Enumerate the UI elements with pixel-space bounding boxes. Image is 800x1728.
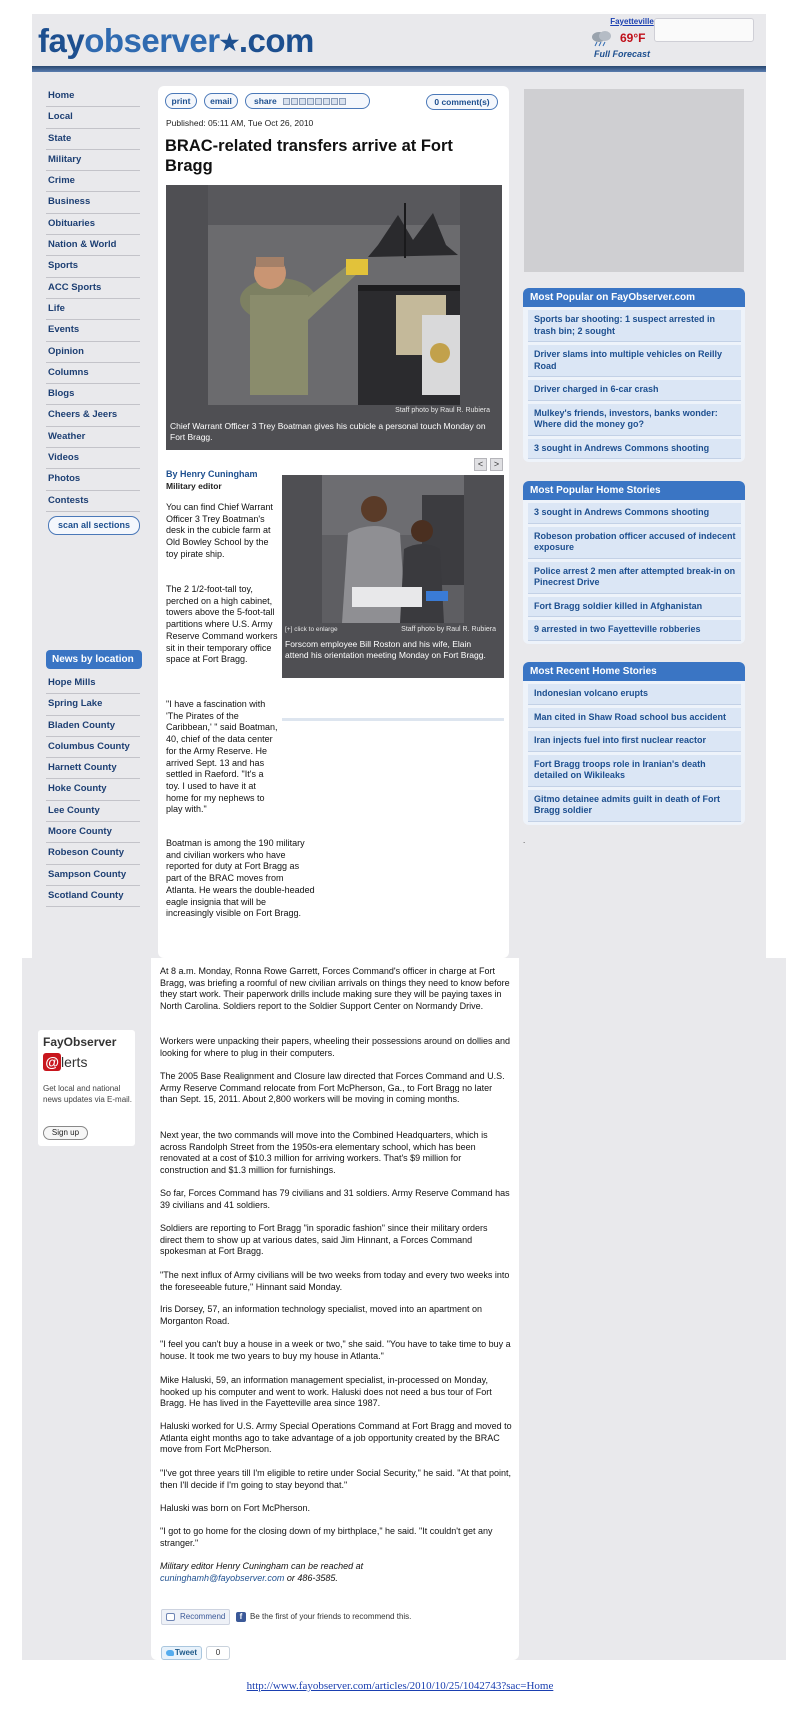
nav-item-weather[interactable]: Weather (46, 427, 140, 448)
author-contact (160, 1561, 512, 1584)
share-service-icon[interactable] (307, 98, 314, 105)
article-paragraph: Boatman is among the 190 military and civilian workers who have reported for duty at Fort Bragg as part of the BRAC moves from Atlanta. He wears the double-headed eagle insignia that will be increasingly visible on Fort Bragg. (166, 838, 315, 919)
second-photo[interactable] (282, 475, 504, 678)
home-story-link[interactable]: Robeson probation officer accused of indecent exposure (528, 527, 741, 559)
comments-button[interactable]: 0 comment(s) (426, 94, 498, 110)
nav-item-sports[interactable]: Sports (46, 256, 140, 277)
article-paragraph: You can find Chief Warrant Officer 3 Trey Boatman's desk in the cubicle farm at Old Bowley School by the toy pirate ship. (166, 502, 273, 559)
alerts-logo-word: lerts (61, 1054, 88, 1070)
tweet-button[interactable] (161, 1646, 202, 1660)
nav-item-opinion[interactable]: Opinion (46, 342, 140, 363)
full-forecast-link[interactable]: Full Forecast (593, 49, 650, 59)
gallery-next-button[interactable]: > (490, 458, 503, 471)
share-service-icon[interactable] (283, 98, 290, 105)
email-alerts-widget (38, 1030, 135, 1146)
twitter-bird-icon (166, 1650, 174, 1656)
popular-story-link[interactable]: 3 sought in Andrews Commons shooting (528, 439, 741, 460)
alerts-title: FayObserver (43, 1035, 117, 1049)
click-to-enlarge-link[interactable]: [+] click to enlarge (285, 626, 338, 633)
at-sign-icon: @ (43, 1053, 61, 1071)
nav-item-business[interactable]: Business (46, 192, 140, 213)
nav-item-photos[interactable]: Photos (46, 469, 140, 490)
share-service-icon[interactable] (299, 98, 306, 105)
most-popular-box (523, 288, 745, 462)
recent-home-box (523, 662, 745, 825)
home-story-link[interactable]: 3 sought in Andrews Commons shooting (528, 503, 741, 524)
article-paragraph: Next year, the two commands will move into the Combined Headquarters, which is across Randolph Street from the 1950s-era elementary school, which has been renovated at a cost of $10.3 million for arriving workers. That's $9 million for construction and $1.3 million for furnishings. (160, 1130, 488, 1176)
scan-all-sections-button[interactable]: scan all sections (48, 516, 140, 535)
site-logo[interactable]: fayobserver★.com (38, 22, 314, 59)
article-paragraph: Iris Dorsey, 57, an information technology specialist, moved into an apartment on Morganton Road. (160, 1304, 483, 1326)
nav-item-contests[interactable]: Contests (46, 491, 140, 512)
article-paragraph: "I feel you can't buy a house in a week or two," she said. "You have to take time to buy a house. It took me two years to buy my house in Atlanta." (160, 1339, 511, 1361)
photo-caption: Chief Warrant Officer 3 Trey Boatman gives his cubicle a personal touch Monday on Fort Bragg. (170, 421, 486, 442)
nav-item-acc-sports[interactable]: ACC Sports (46, 278, 140, 299)
weather-temperature: 69°F (620, 31, 646, 45)
weather-city-link[interactable]: Fayetteville (610, 17, 654, 26)
nav-item-local[interactable]: Local (46, 107, 140, 128)
location-item[interactable]: Bladen County (46, 716, 140, 737)
article-paragraph: "I got to go home for the closing down of my birthplace," he said. "It couldn't get any stranger." (160, 1526, 493, 1548)
share-service-icons (283, 94, 347, 108)
nav-item-military[interactable]: Military (46, 150, 140, 171)
advertisement-slot[interactable] (524, 89, 744, 272)
nav-item-columns[interactable]: Columns (46, 363, 140, 384)
nav-item-events[interactable]: Events (46, 320, 140, 341)
nav-item-nation-world[interactable]: Nation & World (46, 235, 140, 256)
share-button[interactable] (245, 93, 370, 109)
nav-item-blogs[interactable]: Blogs (46, 384, 140, 405)
article-paragraph: "The next influx of Army civilians will be two weeks from today and every two weeks into the foreseeable future," Hinnant said Monday. (160, 1270, 510, 1292)
photo-credit: Staff photo by Raul R. Rubiera (401, 626, 496, 633)
share-service-icon[interactable] (331, 98, 338, 105)
location-item[interactable]: Moore County (46, 822, 140, 843)
photo-divider (282, 718, 504, 721)
main-photo[interactable] (166, 185, 502, 450)
section-nav (46, 86, 140, 512)
share-service-icon[interactable] (315, 98, 322, 105)
home-story-link[interactable]: 9 arrested in two Fayetteville robberies (528, 620, 741, 641)
author-email-link[interactable]: cuninghamh@fayobserver.com (160, 1572, 285, 1583)
gallery-nav (474, 458, 504, 472)
email-button[interactable]: email (204, 93, 238, 109)
recommend-label: Recommend (180, 1612, 226, 1621)
facebook-recommend-text: Be the first of your friends to recommend this. (250, 1612, 412, 1621)
nav-item-state[interactable]: State (46, 129, 140, 150)
article-paragraph: The 2005 Base Realignment and Closure law directed that Forces Command and U.S. Army Reserve Command relocate from Fort McPherson, Ga., to Fort Bragg no later than Sept. 15, 2011. About 2,800 workers will be moving in coming months. (160, 1071, 505, 1105)
author-contact-prefix: Military editor Henry Cuningham can be reached at (160, 1561, 364, 1571)
recent-story-link[interactable]: Iran injects fuel into first nuclear reactor (528, 731, 741, 752)
location-item[interactable]: Scotland County (46, 886, 140, 907)
recent-home-heading: Most Recent Home Stories (523, 662, 745, 681)
article-paragraph: "I've got three years till I'm eligible to retire under Social Security," he said. "At that point, then I'll decide if I'm going to stay beyond that." (160, 1468, 512, 1490)
location-item[interactable]: Hoke County (46, 779, 140, 800)
thumbs-up-icon (166, 1613, 175, 1621)
article-paragraph: Haluski worked for U.S. Army Special Operations Command at Fort Bragg and moved to Atlanta eight months ago to take advantage of a job opportunity created by the BRAC move from Fort McPherson. (160, 1421, 512, 1455)
article-paragraph: Workers were unpacking their papers, wheeling their possessions around on dollies and looking for where to plug in their computers. (160, 1036, 511, 1058)
photo-credit: Staff photo by Raul R. Rubiera (395, 407, 490, 414)
location-item[interactable]: Columbus County (46, 737, 140, 758)
nav-item-crime[interactable]: Crime (46, 171, 140, 192)
recent-story-link[interactable]: Fort Bragg troops role in Iranian's death detailed on Wikileaks (528, 755, 741, 787)
article-paragraph: At 8 a.m. Monday, Ronna Rowe Garrett, Forces Command's officer in charge at Fort Bragg, was briefing a roomful of new civilian arrivals on things they need to know before they start work. Their paperwork drills include making sure they will be paying taxes in North Carolina. Soldiers report to the Soldier Support Center on Normandy Drive. (160, 966, 510, 1012)
popular-home-box (523, 481, 745, 644)
article-paragraph: Mike Haluski, 59, an information management specialist, in-processed on Monday, hooked up his computer and went to work. Haluski does not need a bus tour of Fort Bragg. He has lived in the Fayetteville area since 1987. (160, 1375, 492, 1409)
author-phone: or 486-3585. (286, 1572, 338, 1583)
gallery-prev-button[interactable]: < (474, 458, 487, 471)
share-label: share (254, 96, 277, 106)
tweet-count: 0 (206, 1646, 230, 1660)
photo-orientation-meeting (322, 475, 464, 623)
home-story-link[interactable]: Fort Bragg soldier killed in Afghanistan (528, 597, 741, 618)
article-paragraph: The 2 1/2-foot-tall toy, perched on a high cabinet, towers above the 5-foot-tall partitions where U.S. Army Reserve Command workers sit in their temporary office space at Fort Bragg. (166, 584, 278, 665)
home-story-link[interactable]: Police arrest 2 men after attempted break-in on Pinecrest Drive (528, 562, 741, 594)
recent-story-link[interactable]: Gitmo detainee admits guilt in death of Fort Bragg soldier (528, 790, 741, 822)
location-item[interactable]: Hope Mills (46, 673, 140, 694)
print-button[interactable]: print (165, 93, 197, 109)
article-paragraph: So far, Forces Command has 79 civilians and 31 soldiers. Army Reserve Command has 39 civilians and 41 soldiers. (160, 1188, 510, 1210)
nav-item-cheers-jeers[interactable]: Cheers & Jeers (46, 405, 140, 426)
recent-story-link[interactable]: Man cited in Shaw Road school bus accident (528, 708, 741, 729)
share-service-icon[interactable] (291, 98, 298, 105)
location-item[interactable]: Sampson County (46, 865, 140, 886)
article-headline: BRAC-related transfers arrive at Fort Bragg (165, 137, 453, 175)
location-item[interactable]: Robeson County (46, 843, 140, 864)
facebook-recommend-button[interactable] (161, 1609, 230, 1625)
nav-item-home[interactable]: Home (46, 86, 140, 107)
most-popular-heading: Most Popular on FayObserver.com (523, 288, 745, 307)
nav-item-videos[interactable]: Videos (46, 448, 140, 469)
published-date: Published: 05:11 AM, Tue Oct 26, 2010 (166, 118, 314, 128)
share-service-icon[interactable] (323, 98, 330, 105)
byline-title: Military editor (166, 481, 222, 491)
photo-soldier-cubicle (208, 185, 460, 405)
page-url[interactable]: http://www.fayobserver.com/articles/2010/10/25/1042743?sac=Home (246, 1680, 554, 1692)
popular-home-heading: Most Popular Home Stories (523, 481, 745, 500)
rain-cloud-icon (590, 29, 614, 47)
popular-story-link[interactable]: Mulkey's friends, investors, banks wonder: Where did the money go? (528, 404, 741, 436)
recent-story-link[interactable]: Indonesian volcano erupts (528, 684, 741, 705)
nav-item-life[interactable]: Life (46, 299, 140, 320)
article-paragraph: Haluski was born on Fort McPherson. (160, 1503, 311, 1513)
popular-story-link[interactable]: Driver slams into multiple vehicles on Reilly Road (528, 345, 741, 377)
search-box[interactable] (654, 18, 754, 42)
facebook-icon: f (236, 1612, 246, 1622)
share-service-icon[interactable] (339, 98, 346, 105)
alerts-logo (43, 1053, 87, 1071)
popular-story-link[interactable]: Driver charged in 6-car crash (528, 380, 741, 401)
sign-up-button[interactable]: Sign up (43, 1126, 88, 1140)
tweet-label: Tweet (174, 1648, 197, 1657)
location-item[interactable]: Spring Lake (46, 694, 140, 715)
news-by-location-heading: News by location (46, 650, 142, 669)
location-list (46, 673, 140, 907)
photo-caption: Forscom employee Bill Roston and his wife, Elain attend his orientation meeting Monday on Fort Bragg. (285, 639, 486, 660)
popular-story-link[interactable]: Sports bar shooting: 1 suspect arrested in trash bin; 2 sought (528, 310, 741, 342)
nav-item-obituaries[interactable]: Obituaries (46, 214, 140, 235)
location-item[interactable]: Lee County (46, 801, 140, 822)
article-paragraph: Soldiers are reporting to Fort Bragg "in sporadic fashion" since their military orders direct them to show up at various dates, said Jim Hinnant, a Forces Command spokesman at Fort Bragg. (160, 1223, 488, 1257)
site-header (32, 14, 766, 66)
location-item[interactable]: Harnett County (46, 758, 140, 779)
article-paragraph: "I have a fascination with 'The Pirates of the Caribbean,' " said Boatman, 40, chief of the data center for the Army Reserve. He arrived Sept. 13 and has settled in Raeford. "It's a toy. I used to have it at home for my nephews to play with." (166, 699, 278, 815)
byline-author[interactable]: By Henry Cuningham (166, 469, 258, 479)
alerts-description: Get local and national news updates via E-mail. (43, 1084, 132, 1104)
sidebar-dot: . (523, 836, 526, 845)
